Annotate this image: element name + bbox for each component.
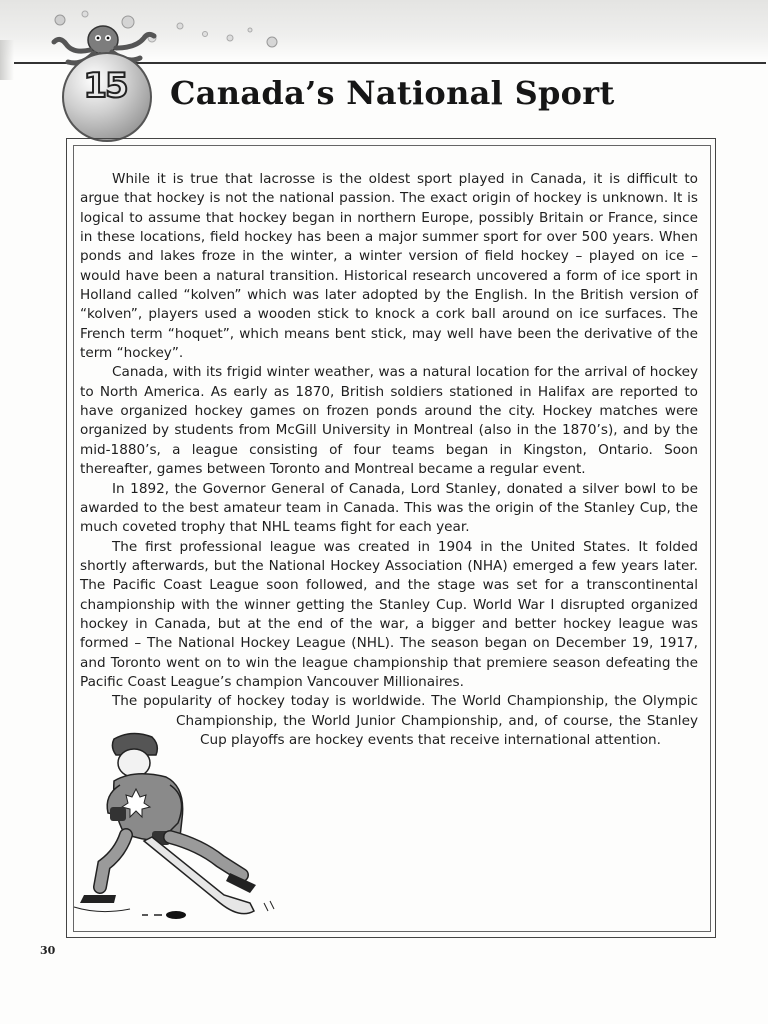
- hockey-player-icon: [70, 725, 280, 925]
- chapter-number: 15: [83, 66, 127, 106]
- paragraph-leagues: The first professional league was created in 1904 in the United States. It folded shortly afterwards, but the National Hockey Association (NHA) emerged a few years later. The Pacific Coast League soon followed, and the stage was set for a transcontinental championship with the winner getting the Stanley Cup. World War I disrupted organized hockey in Canada, but at the end of the war, a bigger and better hockey league was formed – The National Hockey League (NHL). The season began on December 19, 1917, and Toronto went on to win the league championship that premiere season defeating the Pacific Coast League’s champion Vancouver Millionaires.: [80, 538, 698, 690]
- paragraph-popularity: The popularity of hockey today is worldwide. The World Championship, the Olympic Championship, the World Junior Championship, and, of course, the Stanley Cup playoffs are hockey events that receive international attention.: [112, 693, 698, 748]
- paragraph-origin: While it is true that lacrosse is the oldest sport played in Canada, it is difficult to argue that hockey is not the national passion. The exact origin of hockey is unknown. It is logical to assume that hockey began in northern Europe, possibly Britain or France, since in these locations, field hockey has been a major summer sport for over 500 years. When ponds and lakes froze in the winter, a winter version of field hockey – played on ice – would have been a natural transition. Historical research uncovered a form of ice sport in Holland called “kolven” which was later adopted by the English. In the British version of “kolven”, players used a wooden stick to knock a cork ball around on ice surfaces. The French term “hoquet”, which means bent stick, may well have been the derivative of the term “hockey”.: [80, 171, 698, 362]
- binding-shadow: [0, 40, 14, 80]
- paragraph-stanley-cup: In 1892, the Governor General of Canada, Lord Stanley, donated a silver bowl to be awarded to the best amateur team in Canada. This was the origin of the Stanley Cup, the much coveted trophy that NHL teams fight for each year.: [80, 480, 698, 536]
- chapter-badge: [48, 14, 158, 129]
- paragraph-canada: Canada, with its frigid winter weather, was a natural location for the arrival of hockey to North America. As early as 1870, British soldiers stationed in Halifax are reported to have organized hockey games on frozen ponds around the city. Hockey matches were organized by students from McGill University in Montreal (also in the 1870’s), and by the mid-1880’s, a league consisting of four teams began in Kingston, Ontario. Soon thereafter, games between Toronto and Montreal became a regular event.: [80, 364, 698, 478]
- page-number: 30: [40, 944, 56, 957]
- page-title: Canada’s National Sport: [170, 74, 615, 112]
